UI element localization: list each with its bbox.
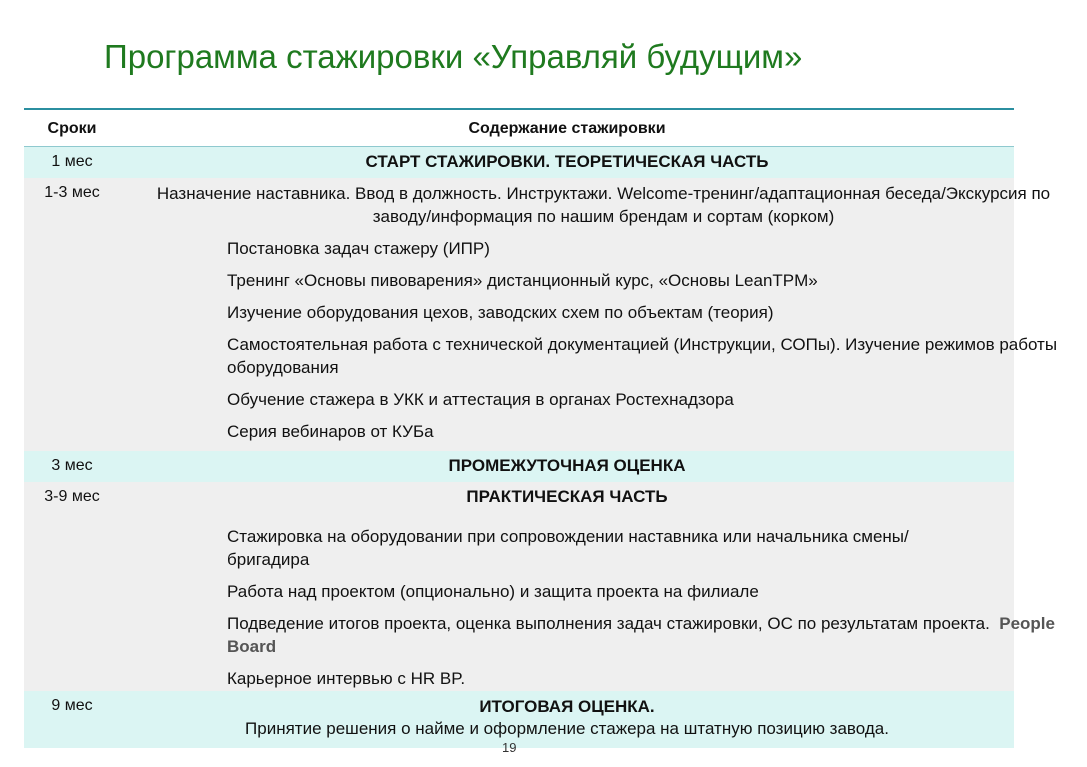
list-item: Самостоятельная работа с технической документацией (Инструкции, СОПы). Изучение режимов работы оборудования: [227, 335, 1058, 377]
term-cell: 1 мес: [51, 153, 93, 170]
table-row: [24, 178, 1058, 451]
table-row: [24, 482, 1014, 513]
term-cell: 1-3 мес: [44, 184, 100, 201]
content-cell: [120, 691, 1014, 748]
internship-table: [24, 112, 1058, 748]
list-item: Работа над проектом (опционально) и защита проекта на филиале: [227, 582, 759, 601]
table-row: [24, 147, 1014, 178]
term-cell: 3 мес: [51, 457, 93, 474]
section-heading: ИТОГОВАЯ ОЦЕНКА.: [479, 697, 655, 716]
term-cell: [24, 513, 120, 691]
section-heading: ПРОМЕЖУТОЧНАЯ ОЦЕНКА: [448, 456, 686, 475]
list-item: Тренинг «Основы пивоварения» дистанционный курс, «Основы LeanTPM»: [227, 271, 818, 290]
list-item: Назначение наставника. Ввод в должность. Инструктажи. Welcome-тренинг/адаптационная беседа/Экскурсия по заводу/информация по нашим брендам и сортам (корком): [156, 184, 1051, 226]
header-content: Содержание стажировки: [468, 120, 666, 137]
term-cell: 9 мес: [51, 697, 93, 714]
term-cell: 3-9 мес: [44, 488, 100, 505]
table-row: [24, 691, 1014, 748]
page-number: 19: [502, 740, 517, 755]
content-cell: [120, 513, 1077, 691]
list-item: Подведение итогов проекта, оценка выполнения задач стажировки, ОС по результатам проекта. People Board: [227, 614, 1055, 656]
slide-title: Программа стажировки «Управляй будущим»: [104, 38, 803, 75]
content-cell: [120, 178, 1087, 451]
table-row: [24, 451, 1014, 482]
table-row: [24, 513, 1055, 691]
list-item: Стажировка на оборудовании при сопровождении наставника или начальника смены/бригадира: [227, 527, 909, 569]
list-item: Серия вебинаров от КУБа: [227, 422, 434, 441]
list-item: Обучение стажера в УКК и аттестация в органах Ростехнадзора: [227, 390, 734, 409]
final-decision-text: Принятие решения о найме и оформление стажера на штатную позицию завода.: [245, 719, 889, 738]
list-item: Изучение оборудования цехов, заводских схем по объектам (теория): [227, 303, 774, 322]
header-terms: Сроки: [47, 120, 97, 137]
people-board-label: People Board: [227, 614, 1055, 656]
list-item: Карьерное интервью с HR BP.: [227, 669, 466, 688]
list-item: Постановка задач стажеру (ИПР): [227, 239, 490, 258]
section-heading: СТАРТ СТАЖИРОВКИ. ТЕОРЕТИЧЕСКАЯ ЧАСТЬ: [365, 152, 769, 171]
section-heading: ПРАКТИЧЕСКАЯ ЧАСТЬ: [466, 487, 668, 506]
table-top-rule: [24, 108, 1014, 110]
table-header-row: [24, 112, 1014, 147]
